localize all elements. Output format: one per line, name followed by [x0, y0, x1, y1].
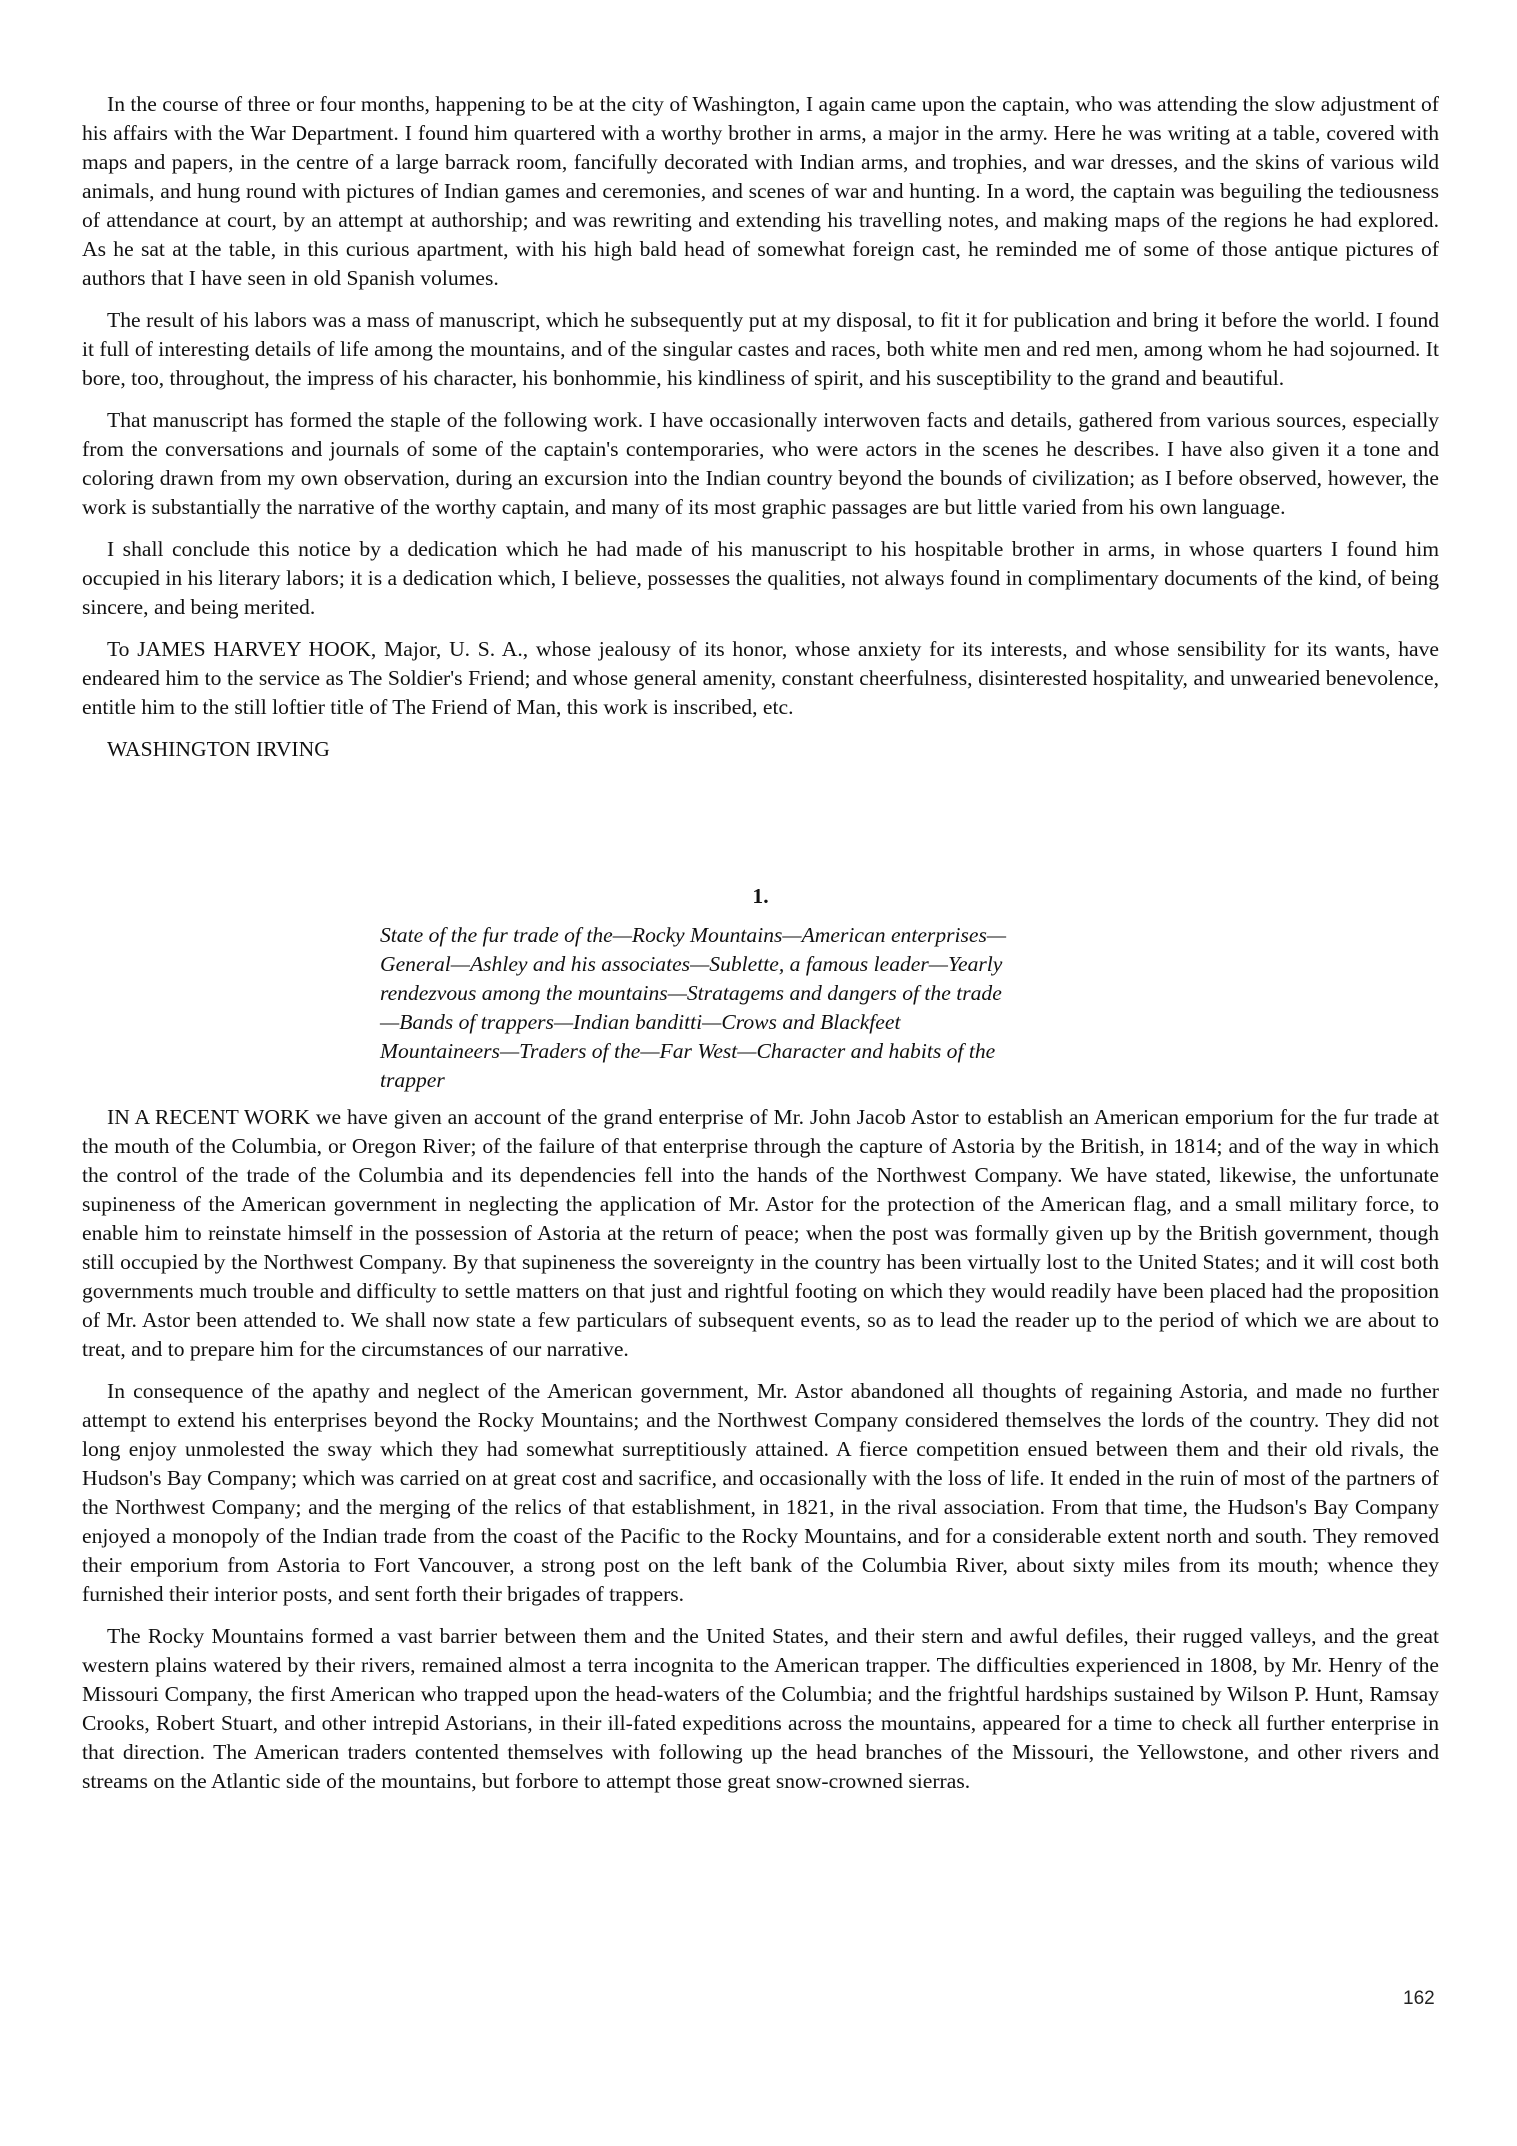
page-number: 162 — [1403, 1988, 1435, 2009]
document-page — [82, 90, 1439, 1809]
chapter-summary: State of the fur trade of the—Rocky Mountains—American enterprises—General—Ashley and his associates—Sublette, a famous leader—Yearly rendezvous among the mountains—Stratagems and dangers of the trade—Bands of trappers—Indian banditti—Crows and Blackfeet Mountaineers—Traders of the—Far West—Character and habits of the trapper — [380, 923, 1007, 1092]
author-signature: WASHINGTON IRVING — [107, 737, 330, 761]
section-spacer — [82, 764, 1439, 882]
paragraph: In the course of three or four months, happening to be at the city of Washington, I again came upon the captain, who was attending the slow adjustment of his affairs with the War Department. I found him quartered with a worthy brother in arms, a major in the army. Here he was writing at a table, covered with maps and papers, in the centre of a large barrack room, fancifully decorated with Indian arms, and trophies, and war dresses, and the skins of various wild animals, and hung round with pictures of Indian games and ceremonies, and scenes of war and hunting. In a word, the captain was beguiling the tediousness of attendance at court, by an attempt at authorship; and was rewriting and extending his travelling notes, and making maps of the regions he had explored. As he sat at the table, in this curious apartment, with his high bald head of somewhat foreign cast, he reminded me of some of those antique pictures of authors that I have seen in old Spanish volumes. — [82, 92, 1439, 290]
paragraph: IN A RECENT WORK we have given an account of the grand enterprise of Mr. John Jacob Astor to establish an American emporium for the fur trade at the mouth of the Columbia, or Oregon River; of the failure of that enterprise through the capture of Astoria by the British, in 1814; and of the way in which the control of the trade of the Columbia and its dependencies fell into the hands of the Northwest Company. We have stated, likewise, the unfortunate supineness of the American government in neglecting the application of Mr. Astor for the protection of the American flag, and a small military force, to enable him to reinstate himself in the possession of Astoria at the return of peace; when the post was formally given up by the British government, though still occupied by the Northwest Company. By that supineness the sovereignty in the country has been virtually lost to the United States; and it will cost both governments much trouble and difficulty to settle matters on that just and rightful footing on which they would readily have been placed had the proposition of Mr. Astor been attended to. We shall now state a few particulars of subsequent events, so as to lead the reader up to the period of which we are about to treat, and to prepare him for the circumstances of our narrative. — [82, 1105, 1439, 1361]
dedication-paragraph: To JAMES HARVEY HOOK, Major, U. S. A., whose jealousy of its honor, whose anxiety for its interests, and whose sensibility for its wants, have endeared him to the service as The Soldier's Friend; and whose general amenity, constant cheerfulness, disinterested hospitality, and unwearied benevolence, entitle him to the still loftier title of The Friend of Man, this work is inscribed, etc. — [82, 637, 1439, 719]
chapter-number: 1. — [752, 884, 769, 908]
paragraph: The Rocky Mountains formed a vast barrier between them and the United States, and their stern and awful defiles, their rugged valleys, and the great western plains watered by their rivers, remained almost a terra incognita to the American trapper. The difficulties experienced in 1808, by Mr. Henry of the Missouri Company, the first American who trapped upon the head-waters of the Columbia; and the frightful hardships sustained by Wilson P. Hunt, Ramsay Crooks, Robert Stuart, and other intrepid Astorians, in their ill-fated expeditions across the mountains, appeared for a time to check all further enterprise in that direction. The American traders contented themselves with following up the head branches of the Missouri, the Yellowstone, and other rivers and streams on the Atlantic side of the mountains, but forbore to attempt those great snow-crowned sierras. — [82, 1624, 1439, 1793]
paragraph: That manuscript has formed the staple of the following work. I have occasionally interwoven facts and details, gathered from various sources, especially from the conversations and journals of some of the captain's contemporaries, who were actors in the scenes he describes. I have also given it a tone and coloring drawn from my own observation, during an excursion into the Indian country beyond the bounds of civilization; as I before observed, however, the work is substantially the narrative of the worthy captain, and many of its most graphic passages are but little varied from his own language. — [82, 408, 1439, 519]
paragraph: The result of his labors was a mass of manuscript, which he subsequently put at my disposal, to fit it for publication and bring it before the world. I found it full of interesting details of life among the mountains, and of the singular castes and races, both white men and red men, among whom he had sojourned. It bore, too, throughout, the impress of his character, his bonhommie, his kindliness of spirit, and his susceptibility to the grand and beautiful. — [82, 308, 1439, 390]
paragraph: In consequence of the apathy and neglect of the American government, Mr. Astor abandoned all thoughts of regaining Astoria, and made no further attempt to extend his enterprises beyond the Rocky Mountains; and the Northwest Company considered themselves the lords of the country. They did not long enjoy unmolested the sway which they had somewhat surreptitiously attained. A fierce competition ensued between them and their old rivals, the Hudson's Bay Company; which was carried on at great cost and sacrifice, and occasionally with the loss of life. It ended in the ruin of most of the partners of the Northwest Company; and the merging of the relics of that establishment, in 1821, in the rival association. From that time, the Hudson's Bay Company enjoyed a monopoly of the Indian trade from the coast of the Pacific to the Rocky Mountains, and for a considerable extent north and south. They removed their emporium from Astoria to Fort Vancouver, a strong post on the left bank of the Columbia River, about sixty miles from its mouth; whence they furnished their interior posts, and sent forth their brigades of trappers. — [82, 1379, 1439, 1606]
paragraph: I shall conclude this notice by a dedication which he had made of his manuscript to his hospitable brother in arms, in whose quarters I found him occupied in his literary labors; it is a dedication which, I believe, possesses the qualities, not always found in complimentary documents of the kind, of being sincere, and being merited. — [82, 537, 1439, 619]
